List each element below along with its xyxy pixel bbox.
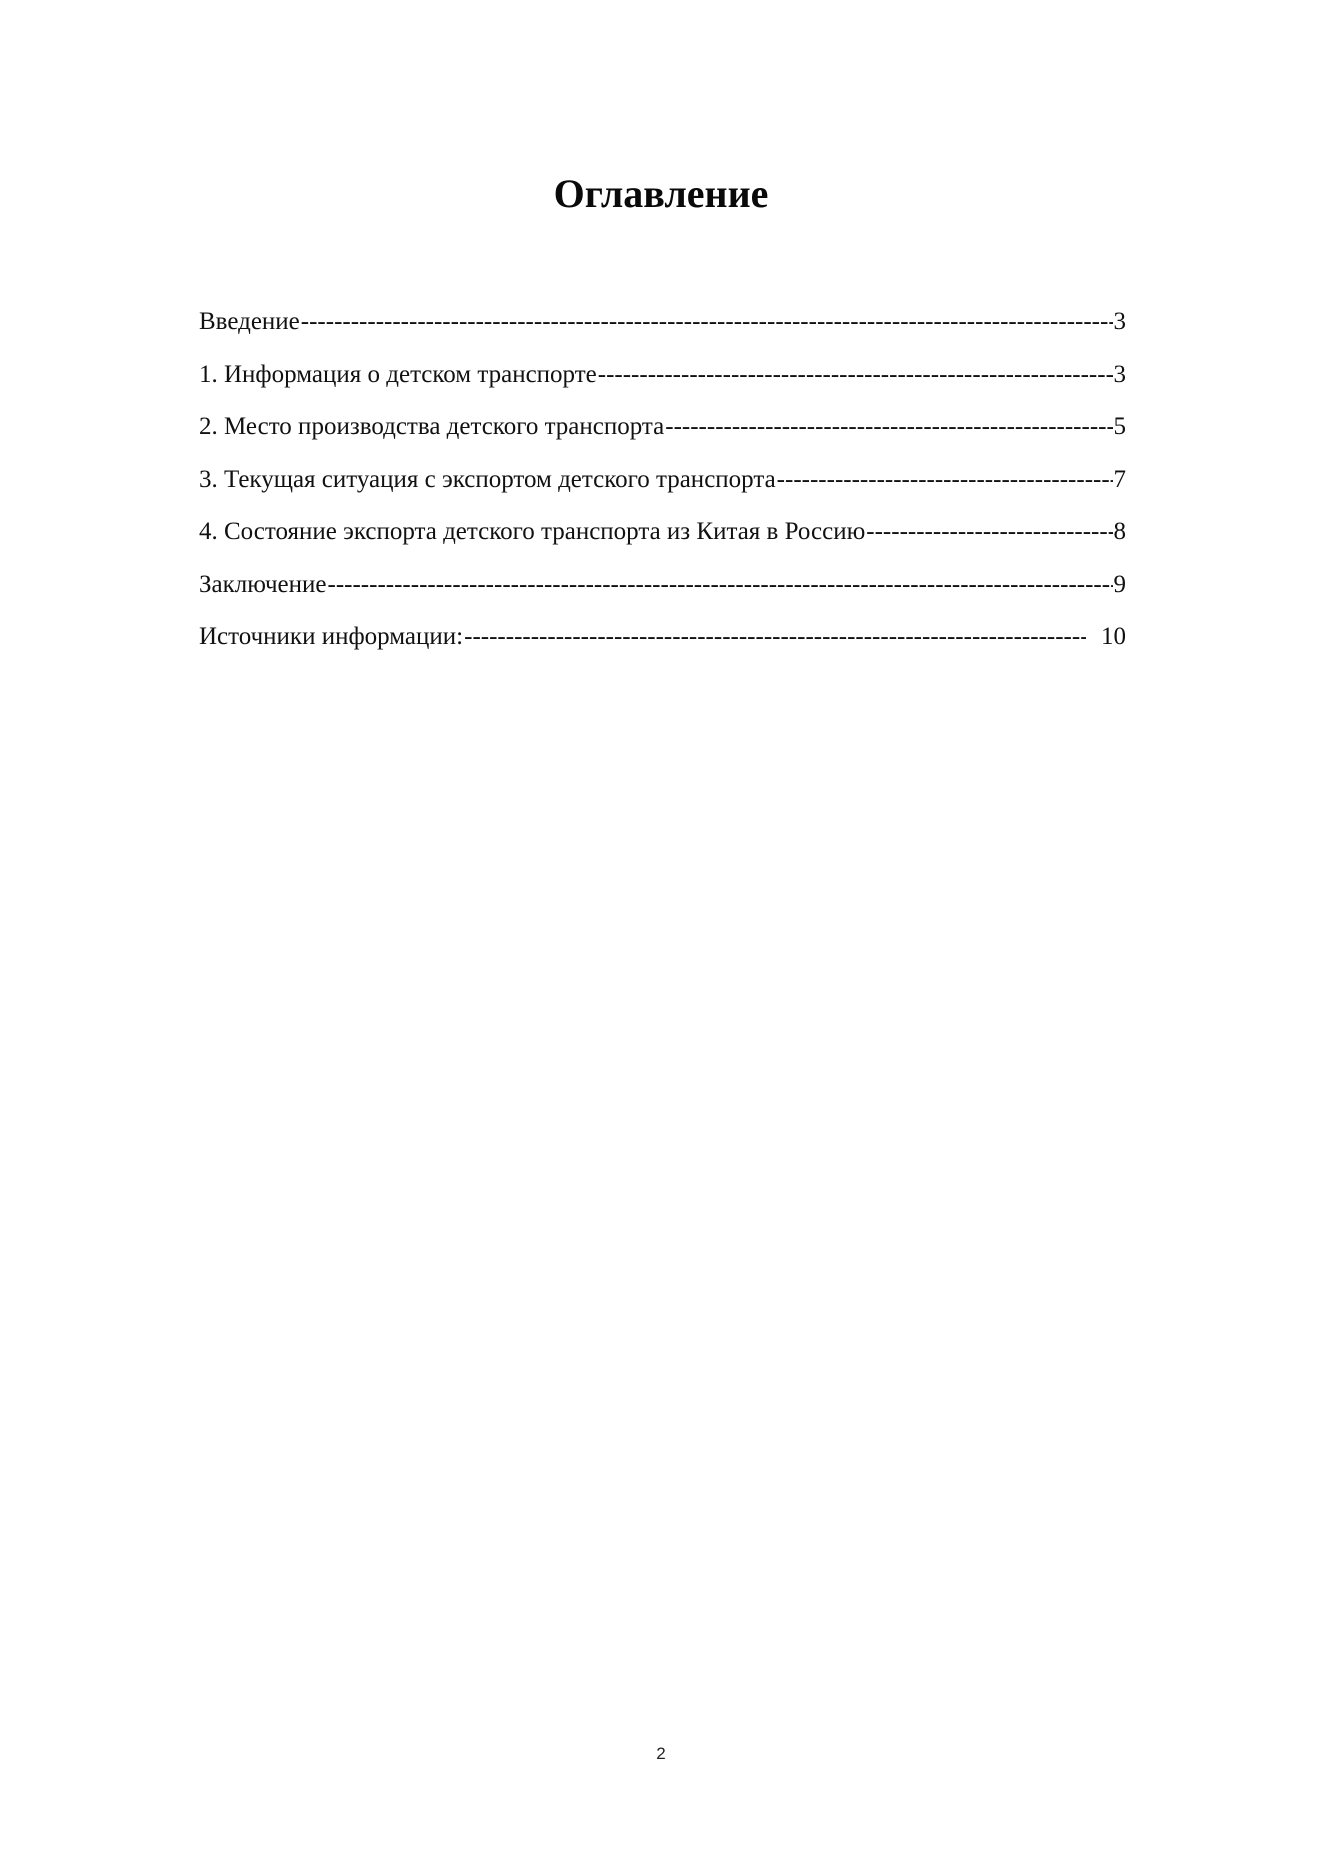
toc-entry-title: 4. Состояние экспорта детского транспорта из Китая в Россию [199, 518, 866, 545]
toc-entry-section-2[interactable] [199, 407, 1126, 460]
toc-dot-leader [598, 355, 1113, 395]
toc-dot-leader [464, 617, 1086, 657]
toc-entry-page: 7 [1113, 465, 1126, 493]
toc-dot-leader [866, 512, 1112, 552]
toc-entry-page: 3 [1113, 308, 1126, 335]
toc-entry-section-1[interactable] [199, 355, 1126, 408]
toc-dot-leader [665, 407, 1112, 447]
toc-entry-title: 2. Место производства детского транспорта [199, 413, 665, 440]
toc-dot-leader [301, 302, 1113, 342]
toc-entry-page: 3 [1113, 360, 1126, 388]
toc-entry-page: 8 [1113, 518, 1126, 545]
toc-entry-section-4[interactable] [199, 512, 1126, 565]
page-number: 2 [656, 1744, 666, 1763]
toc-entry-title: Введение [199, 308, 300, 335]
toc-entry-title: Заключение [199, 570, 327, 598]
toc-entry-section-3[interactable] [199, 460, 1126, 513]
toc-entry-title: Источники информации: [199, 623, 464, 650]
toc-entry-introduction[interactable] [199, 302, 1126, 355]
toc-entry-page: 9 [1113, 570, 1126, 598]
toc-entry-title: 1. Информация о детском транспорте [199, 360, 597, 388]
toc-dot-leader [777, 460, 1113, 500]
toc-entry-conclusion[interactable] [199, 565, 1126, 618]
toc-entry-title: 3. Текущая ситуация с экспортом детского транспорта [199, 465, 776, 493]
toc-entry-page: 10 [1101, 623, 1126, 650]
page-title: Оглавление [553, 171, 769, 216]
toc-dot-leader [328, 565, 1113, 605]
toc-entry-sources[interactable] [199, 617, 1126, 670]
toc-entry-page: 5 [1113, 413, 1126, 440]
table-of-contents [199, 302, 1126, 670]
